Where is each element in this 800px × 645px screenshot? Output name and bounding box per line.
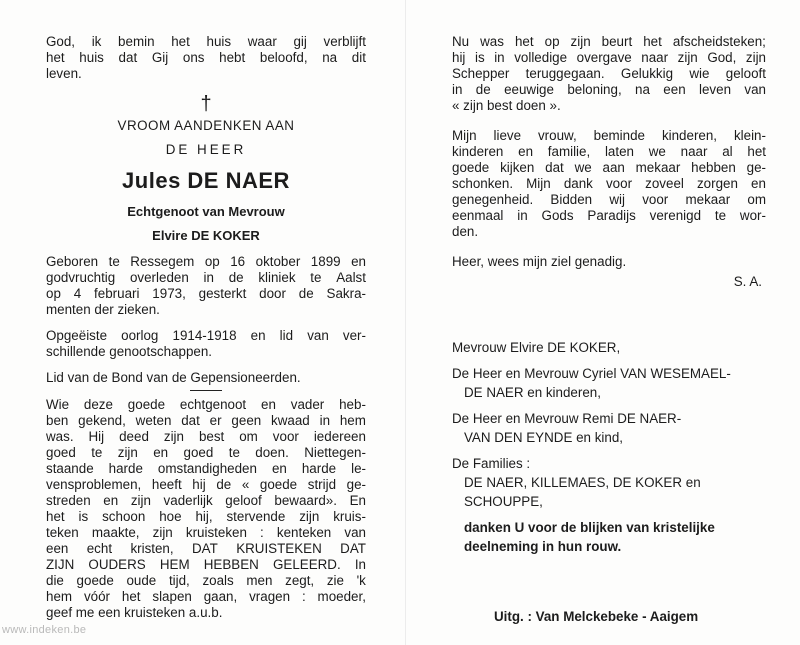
thanks-line: deelneming in hun rouw. [464, 539, 622, 554]
text-line: die goede oude tijd, zoals men zegt, zie 'k [46, 573, 366, 588]
cross-icon: † [200, 93, 212, 115]
right-page [452, 34, 766, 625]
text-line: Schepper teruggegaan. Gelukkig wie gelooft [452, 66, 766, 81]
birth-death-paragraph [46, 254, 366, 318]
card-fold [405, 0, 406, 645]
title-de-heer: DE HEER [165, 142, 247, 157]
signature-initials: S. A. [733, 274, 762, 289]
text-line: vensproblemen, heeft hij de « goede strijd ge- [46, 477, 366, 492]
text-line: was. Hij deed zijn best om voor iedereen [46, 429, 366, 444]
text-line: eenmaal in Gods Paradijs verenigd te wor- [452, 208, 766, 223]
text-line: geef me een kruisteken a.u.b. [46, 605, 223, 620]
family-line: DE NAER en kinderen, [464, 385, 601, 400]
divider-line [190, 390, 222, 391]
text-line: schonken. Mijn dank voor zoveel zorgen en [452, 176, 766, 191]
text-line: godvruchtig overleden in de kliniek te Aalst [46, 270, 366, 285]
message-paragraph [452, 128, 766, 240]
text-line: Nu was het op zijn beurt het afscheidsteken; [452, 34, 766, 49]
text-line: het is schoon hoe hij, stervende zijn kruis- [46, 509, 366, 524]
text-line: teken maakte, zijn kruisteken : kenteken van [46, 525, 366, 540]
spouse-name: Elvire DE KOKER [152, 228, 260, 243]
deceased-name: Jules DE NAER [122, 168, 290, 193]
text-line: genegenheid. Bidden wij voor mekaar om [452, 192, 766, 207]
text-line: hem vóór het slapen gaan, vragen : moeder, [46, 589, 366, 604]
text-line: hij is in volledige overgave naar zijn God, zijn [452, 50, 766, 65]
family-line: DE NAER, KILLEMAES, DE KOKER en [464, 475, 701, 490]
text-line: menten der zieken. [46, 302, 160, 317]
text-line: goede kijken dat we aan mekaar hebben ge- [452, 160, 766, 175]
verse-line: God, ik bemin het huis waar gij verblijft [46, 34, 366, 49]
farewell-paragraph [452, 34, 766, 114]
bond-paragraph [46, 370, 366, 386]
text-line: Wie deze goede echtgenoot en vader heb- [46, 397, 366, 412]
spouse-label: Echtgenoot van Mevrouw [127, 204, 285, 219]
widow-line: Mevrouw Elvire DE KOKER, [452, 340, 621, 355]
text-line: « zijn best doen ». [452, 98, 561, 113]
text-line: goed te zijn en goed te doen. Niettegen- [46, 445, 366, 460]
war-paragraph [46, 328, 366, 360]
opening-verse [46, 34, 366, 82]
text-line: ben gekend, weten dat er geen kwaad in hem [46, 413, 366, 428]
left-page [46, 34, 366, 621]
text-line: schillende genootschappen. [46, 344, 213, 359]
in-memory-heading: VROOM AANDENKEN AAN [117, 118, 295, 133]
family-line: De Heer en Mevrouw Cyriel VAN WESEMAEL- [452, 366, 731, 381]
family-line: SCHOUPPE, [464, 494, 543, 509]
verse-line: het huis dat Gij ons hebt beloofd, na dit [46, 50, 366, 65]
text-line: Opgeëiste oorlog 1914-1918 en lid van ver- [46, 328, 366, 343]
family-line: VAN DEN EYNDE en kind, [464, 430, 624, 445]
tribute-paragraph [46, 397, 366, 621]
text-line: den. [452, 224, 479, 239]
text-line: ZIJN OUDERS HEM HEBBEN GELEERD. In [46, 557, 366, 572]
text-line: in de eeuwige beloning, na een leven van [452, 82, 766, 97]
text-line: Lid van de Bond van de Gepensioneerden. [46, 370, 301, 385]
thanks-line: danken U voor de blijken van kristelijke [464, 520, 715, 535]
text-line: Geboren te Ressegem op 16 oktober 1899 en [46, 254, 366, 269]
text-line: kinderen en familie, laten we naar al het [452, 144, 766, 159]
text-line: streden en zijn vaderlijk geloof bewaard». En [46, 493, 366, 508]
watermark: www.indeken.be [2, 624, 87, 636]
text-line: op 4 februari 1973, gesterkt door de Sakra- [46, 286, 366, 301]
closing-prayer: Heer, wees mijn ziel genadig. [452, 254, 627, 269]
text-line: Mijn lieve vrouw, beminde kinderen, klein- [452, 128, 766, 143]
families-label: De Families : [452, 456, 531, 471]
family-line: De Heer en Mevrouw Remi DE NAER- [452, 411, 682, 426]
text-line: een echt kristen, DAT KRUISTEKEN DAT [46, 541, 366, 556]
publisher-line: Uitg. : Van Melckebeke - Aaigem [494, 609, 699, 624]
verse-line: leven. [46, 66, 82, 81]
text-line: staande harde omstandigheden en harde le- [46, 461, 366, 476]
